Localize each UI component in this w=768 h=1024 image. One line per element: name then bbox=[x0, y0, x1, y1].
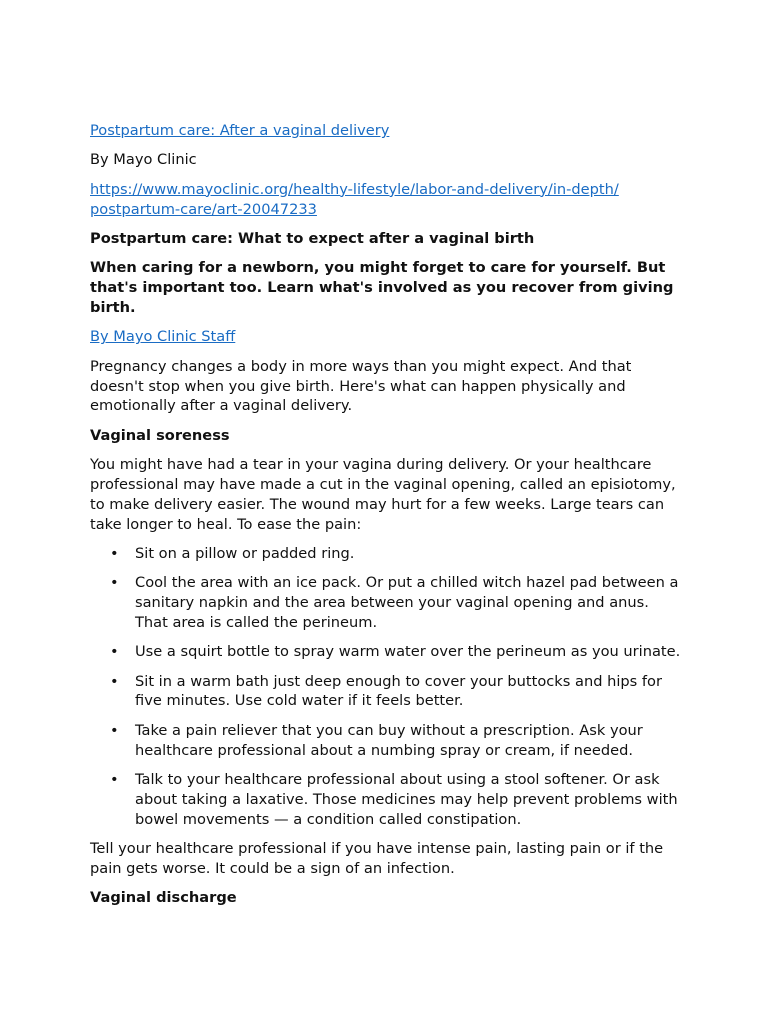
bullet-icon: • bbox=[110, 771, 119, 789]
title-link[interactable]: Postpartum care: After a vaginal delivery bbox=[90, 122, 390, 139]
list-item bbox=[110, 573, 685, 632]
url-line-2: postpartum-care/art-20047233 bbox=[90, 200, 317, 218]
author-paragraph bbox=[90, 327, 685, 347]
pain-relief-list bbox=[90, 544, 685, 830]
list-item-text: Take a pain reliever that you can buy without a prescription. Ask your healthcare professional about a numbing spray or cream, if needed. bbox=[135, 721, 643, 759]
article-lead: When caring for a newborn, you might forget to care for yourself. But that's important too. Learn what's involved as you recover from giving birth. bbox=[90, 259, 674, 316]
list-item-text: Talk to your healthcare professional about using a stool softener. Or ask about taking a laxative. Those medicines may help prevent problems with bowel movements — a condition called constipation. bbox=[135, 771, 678, 828]
title-paragraph bbox=[90, 121, 685, 141]
bullet-icon: • bbox=[110, 672, 119, 690]
list-item bbox=[110, 642, 685, 662]
bullet-icon: • bbox=[110, 643, 119, 661]
section-outro-paragraph: Tell your healthcare professional if you have intense pain, lasting pain or if the pain gets worse. It could be a sign of an infection. bbox=[90, 840, 664, 877]
list-item bbox=[110, 770, 685, 829]
intro-paragraph: Pregnancy changes a body in more ways than you might expect. And that doesn't stop when you give birth. Here's what can happen physically and emotionally after a vaginal delivery. bbox=[90, 357, 632, 415]
list-item bbox=[110, 544, 685, 564]
byline: By Mayo Clinic bbox=[90, 151, 197, 169]
list-item bbox=[110, 672, 685, 712]
section-intro-paragraph: You might have had a tear in your vagina during delivery. Or your healthcare professional may have made a cut in the vaginal opening, called an episiotomy, to make delivery easier. The wound may hurt for a few weeks. Large tears can take longer to heal. To ease the pain: bbox=[90, 456, 676, 533]
url-line-1: https://www.mayoclinic.org/healthy-lifestyle/labor-and-delivery/in-depth/ bbox=[90, 180, 619, 198]
article-heading: Postpartum care: What to expect after a vaginal birth bbox=[90, 229, 535, 247]
bullet-icon: • bbox=[110, 574, 119, 592]
list-item-text: Sit on a pillow or padded ring. bbox=[135, 544, 355, 562]
list-item-text: Cool the area with an ice pack. Or put a chilled witch hazel pad between a sanitary napkin and the area between your vaginal opening and anus. That area is called the perineum. bbox=[135, 574, 679, 631]
document-page bbox=[90, 121, 685, 918]
bullet-icon: • bbox=[110, 721, 119, 739]
url-paragraph bbox=[90, 180, 685, 220]
list-item bbox=[110, 721, 685, 761]
author-link[interactable]: By Mayo Clinic Staff bbox=[90, 328, 236, 346]
bullet-icon: • bbox=[110, 544, 119, 562]
list-item-text: Use a squirt bottle to spray warm water over the perineum as you urinate. bbox=[135, 643, 681, 661]
source-url-link[interactable] bbox=[90, 181, 619, 218]
list-item-text: Sit in a warm bath just deep enough to cover your buttocks and hips for five minutes. Use cold water if it feels better. bbox=[135, 672, 662, 710]
section-heading-vaginal-soreness: Vaginal soreness bbox=[90, 426, 230, 444]
section-heading-vaginal-discharge: Vaginal discharge bbox=[90, 889, 237, 907]
